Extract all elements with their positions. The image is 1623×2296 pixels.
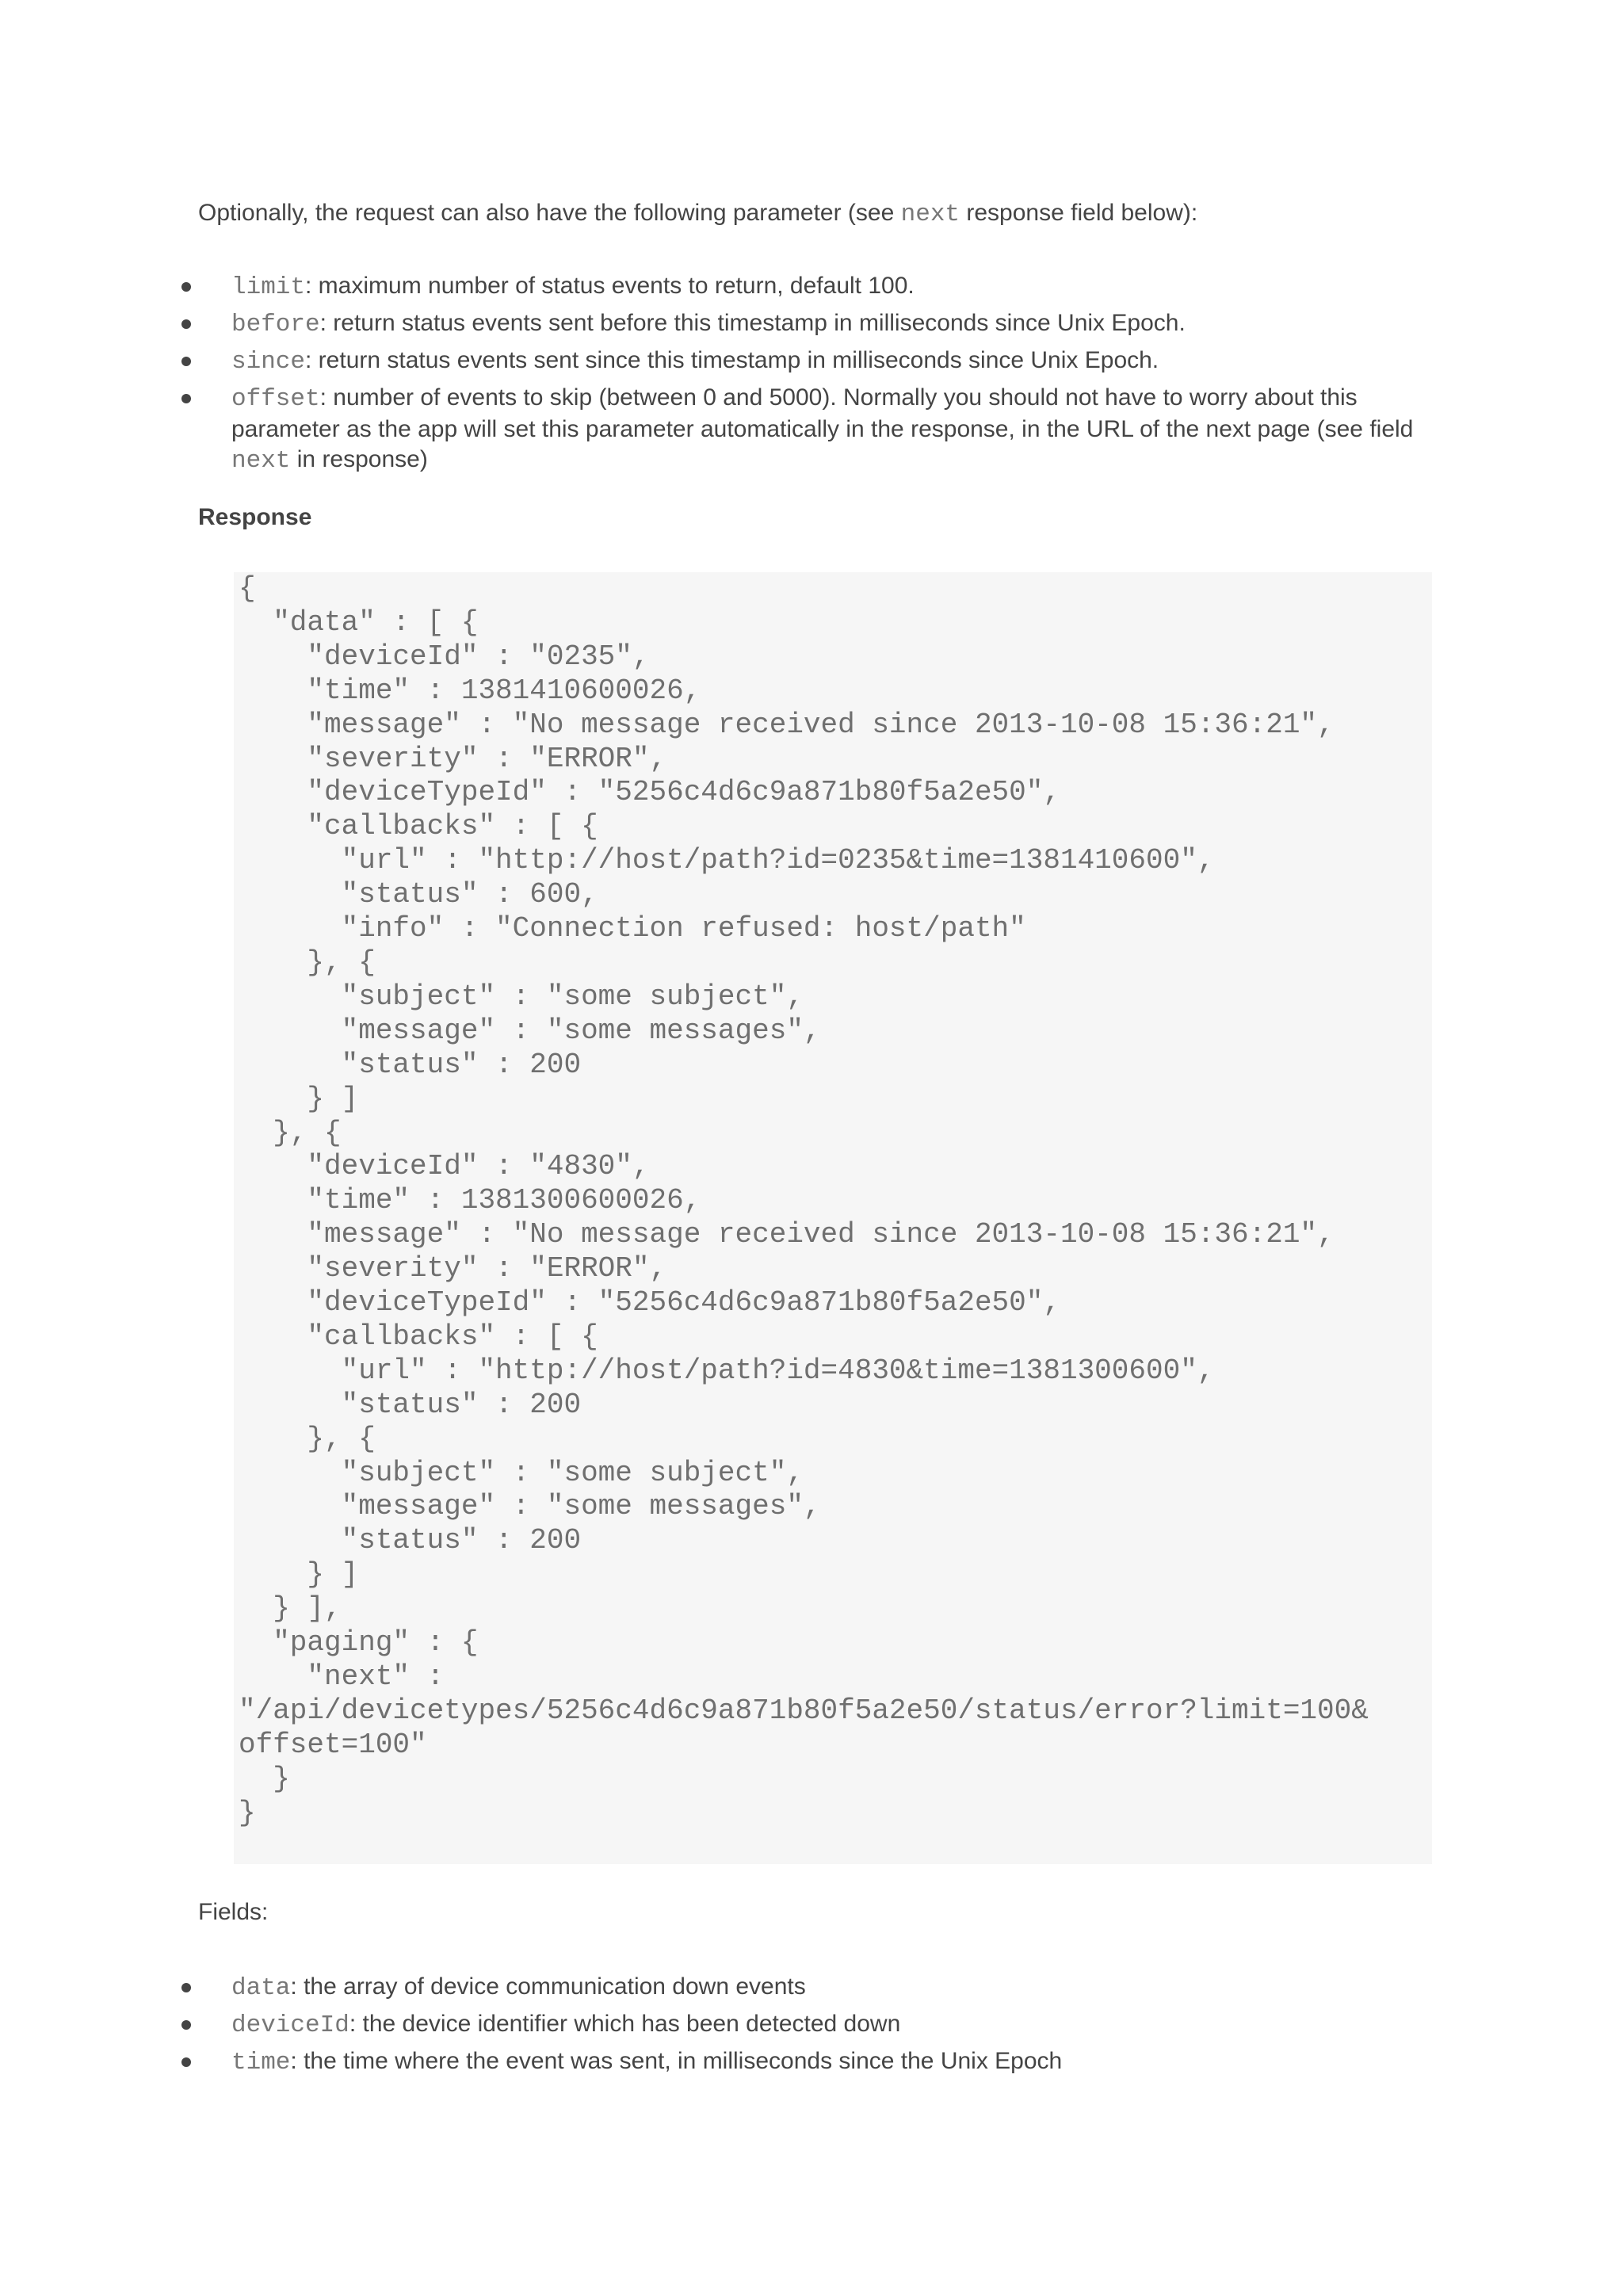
code-line: "url" : "http://host/path?id=4830&time=1381300600", [239, 1354, 1215, 1387]
param-text: : number of events to skip (between 0 and 5000). Normally you should not have to worry about this parameter as the app will set this parameter automatically in the response, in the URL of the next page (see field [231, 384, 1414, 442]
code-line: "status" : 600, [239, 878, 598, 911]
code-line: } [239, 1762, 290, 1795]
bullet-icon [181, 2057, 191, 2067]
bullet-icon [181, 282, 191, 292]
code-line: } ] [239, 1082, 359, 1115]
bullet-icon [181, 2020, 191, 2030]
code-line: "severity" : "ERROR", [239, 1252, 667, 1286]
param-code: before [231, 311, 320, 338]
param-text: : return status events sent since this timestamp in milliseconds since Unix Epoch. [305, 347, 1159, 373]
param-tail-code: next [231, 447, 291, 475]
code-line: "message" : "No message received since 2013-10-08 15:36:21", [239, 708, 1335, 741]
code-line: "deviceId" : "0235", [239, 640, 650, 673]
response-code-block [234, 572, 1432, 1864]
intro-suffix: response field below): [960, 200, 1198, 226]
code-line: "status" : 200 [239, 1524, 582, 1557]
field-text: : the device identifier which has been detected down [349, 2011, 901, 2037]
code-line: "url" : "http://host/path?id=0235&time=1381410600", [239, 844, 1215, 877]
field-text: : the time where the event was sent, in milliseconds since the Unix Epoch [290, 2048, 1063, 2074]
code-line: "status" : 200 [239, 1388, 582, 1421]
bullet-icon [181, 1983, 191, 1992]
code-line: "callbacks" : [ { [239, 1320, 598, 1353]
code-line: } [239, 1796, 256, 1829]
code-line: { [239, 572, 256, 605]
param-text: : maximum number of status events to return, default 100. [305, 273, 915, 299]
list-item [0, 1972, 1623, 2004]
code-line: "next" : [239, 1660, 445, 1693]
code-line: "info" : "Connection refused: host/path" [239, 912, 1026, 946]
code-line: "deviceId" : "4830", [239, 1150, 650, 1183]
param-tail-text: in response) [290, 446, 428, 472]
list-item [0, 2009, 1623, 2041]
code-line: }, { [239, 1116, 342, 1149]
code-line: "subject" : "some subject", [239, 1456, 804, 1489]
code-line: "deviceTypeId" : "5256c4d6c9a871b80f5a2e50", [239, 1286, 1060, 1320]
param-code: limit [231, 273, 306, 301]
code-line: "data" : [ { [239, 606, 479, 639]
param-code: since [231, 348, 306, 376]
code-line: }, { [239, 1422, 376, 1455]
intro-code-next: next [900, 201, 960, 228]
code-line: "/api/devicetypes/5256c4d6c9a871b80f5a2e50/status/error?limit=100& [239, 1694, 1369, 1727]
code-line: "paging" : { [239, 1626, 479, 1660]
code-line: "message" : "some messages", [239, 1490, 821, 1523]
parameter-list [0, 271, 1623, 482]
intro-prefix: Optionally, the request can also have the following parameter (see [198, 200, 901, 226]
code-line: "callbacks" : [ { [239, 810, 598, 843]
bullet-icon [181, 394, 191, 403]
response-json-code [239, 572, 1369, 1831]
code-line: "severity" : "ERROR", [239, 742, 667, 775]
field-text: : the array of device communication down events [290, 1973, 806, 2000]
bullet-icon [181, 357, 191, 366]
code-line: }, { [239, 946, 376, 979]
list-item [0, 346, 1623, 377]
list-item [0, 308, 1623, 340]
code-line: "status" : 200 [239, 1048, 582, 1081]
field-code: deviceId [231, 2011, 349, 2039]
field-code: time [231, 2049, 291, 2076]
list-item [0, 383, 1623, 476]
param-text: : return status events sent before this timestamp in milliseconds since Unix Epoch. [319, 310, 1186, 336]
param-code: offset [231, 385, 320, 413]
code-line: "deviceTypeId" : "5256c4d6c9a871b80f5a2e50", [239, 776, 1060, 809]
code-line: "subject" : "some subject", [239, 980, 804, 1013]
code-line: } ], [239, 1592, 342, 1626]
code-line: "time" : 1381410600026, [239, 674, 701, 707]
response-heading: Response [198, 504, 312, 530]
intro-paragraph [198, 197, 1197, 231]
code-line: "time" : 1381300600026, [239, 1184, 701, 1217]
code-line: "message" : "some messages", [239, 1014, 821, 1047]
code-line: } ] [239, 1558, 359, 1591]
list-item [0, 2046, 1623, 2078]
bullet-icon [181, 319, 191, 329]
fields-label: Fields: [198, 1899, 269, 1925]
list-item [0, 271, 1623, 303]
field-code: data [231, 1974, 291, 2002]
code-line: "message" : "No message received since 2013-10-08 15:36:21", [239, 1218, 1335, 1251]
code-line: offset=100" [239, 1728, 427, 1761]
fields-list [0, 1972, 1623, 2084]
